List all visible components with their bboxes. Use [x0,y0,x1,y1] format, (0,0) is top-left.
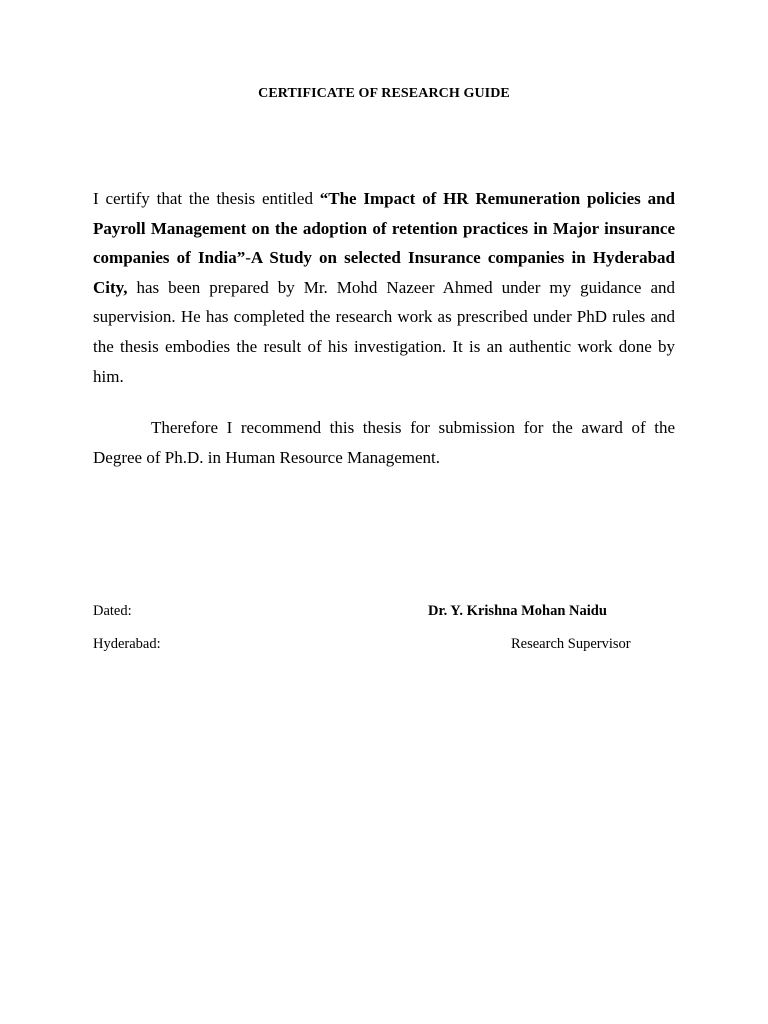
thesis-subtitle: A Study on selected Insurance companies in Hyderabad City, [93,248,675,297]
recommendation-paragraph: Therefore I recommend this thesis for submission for the award of the Degree of Ph.D. in Human Resource Management. [93,418,675,467]
title-connector: - [245,248,251,268]
supervisor-role: Research Supervisor [511,636,631,652]
certification-lead-text: I certify that the thesis entitled [93,189,320,208]
certification-rest-text: has been prepared by Mr. Mohd Nazeer Ahmed under my guidance and supervision. He has completed the research work as prescribed under PhD rules and the thesis embodies the result of his investigation. It is an authentic work done by him. [93,277,675,386]
document-title: CERTIFICATE OF RESEARCH GUIDE [258,86,510,101]
certification-paragraph [93,184,675,391]
place-label: Hyderabad: [93,636,161,652]
thesis-title: “The Impact of HR Remuneration policies and Payroll Management on the adoption of retention practices in Major insurance companies of India” [93,189,676,268]
supervisor-name: Dr. Y. Krishna Mohan Naidu [428,603,607,619]
dated-label: Dated: [93,603,132,619]
